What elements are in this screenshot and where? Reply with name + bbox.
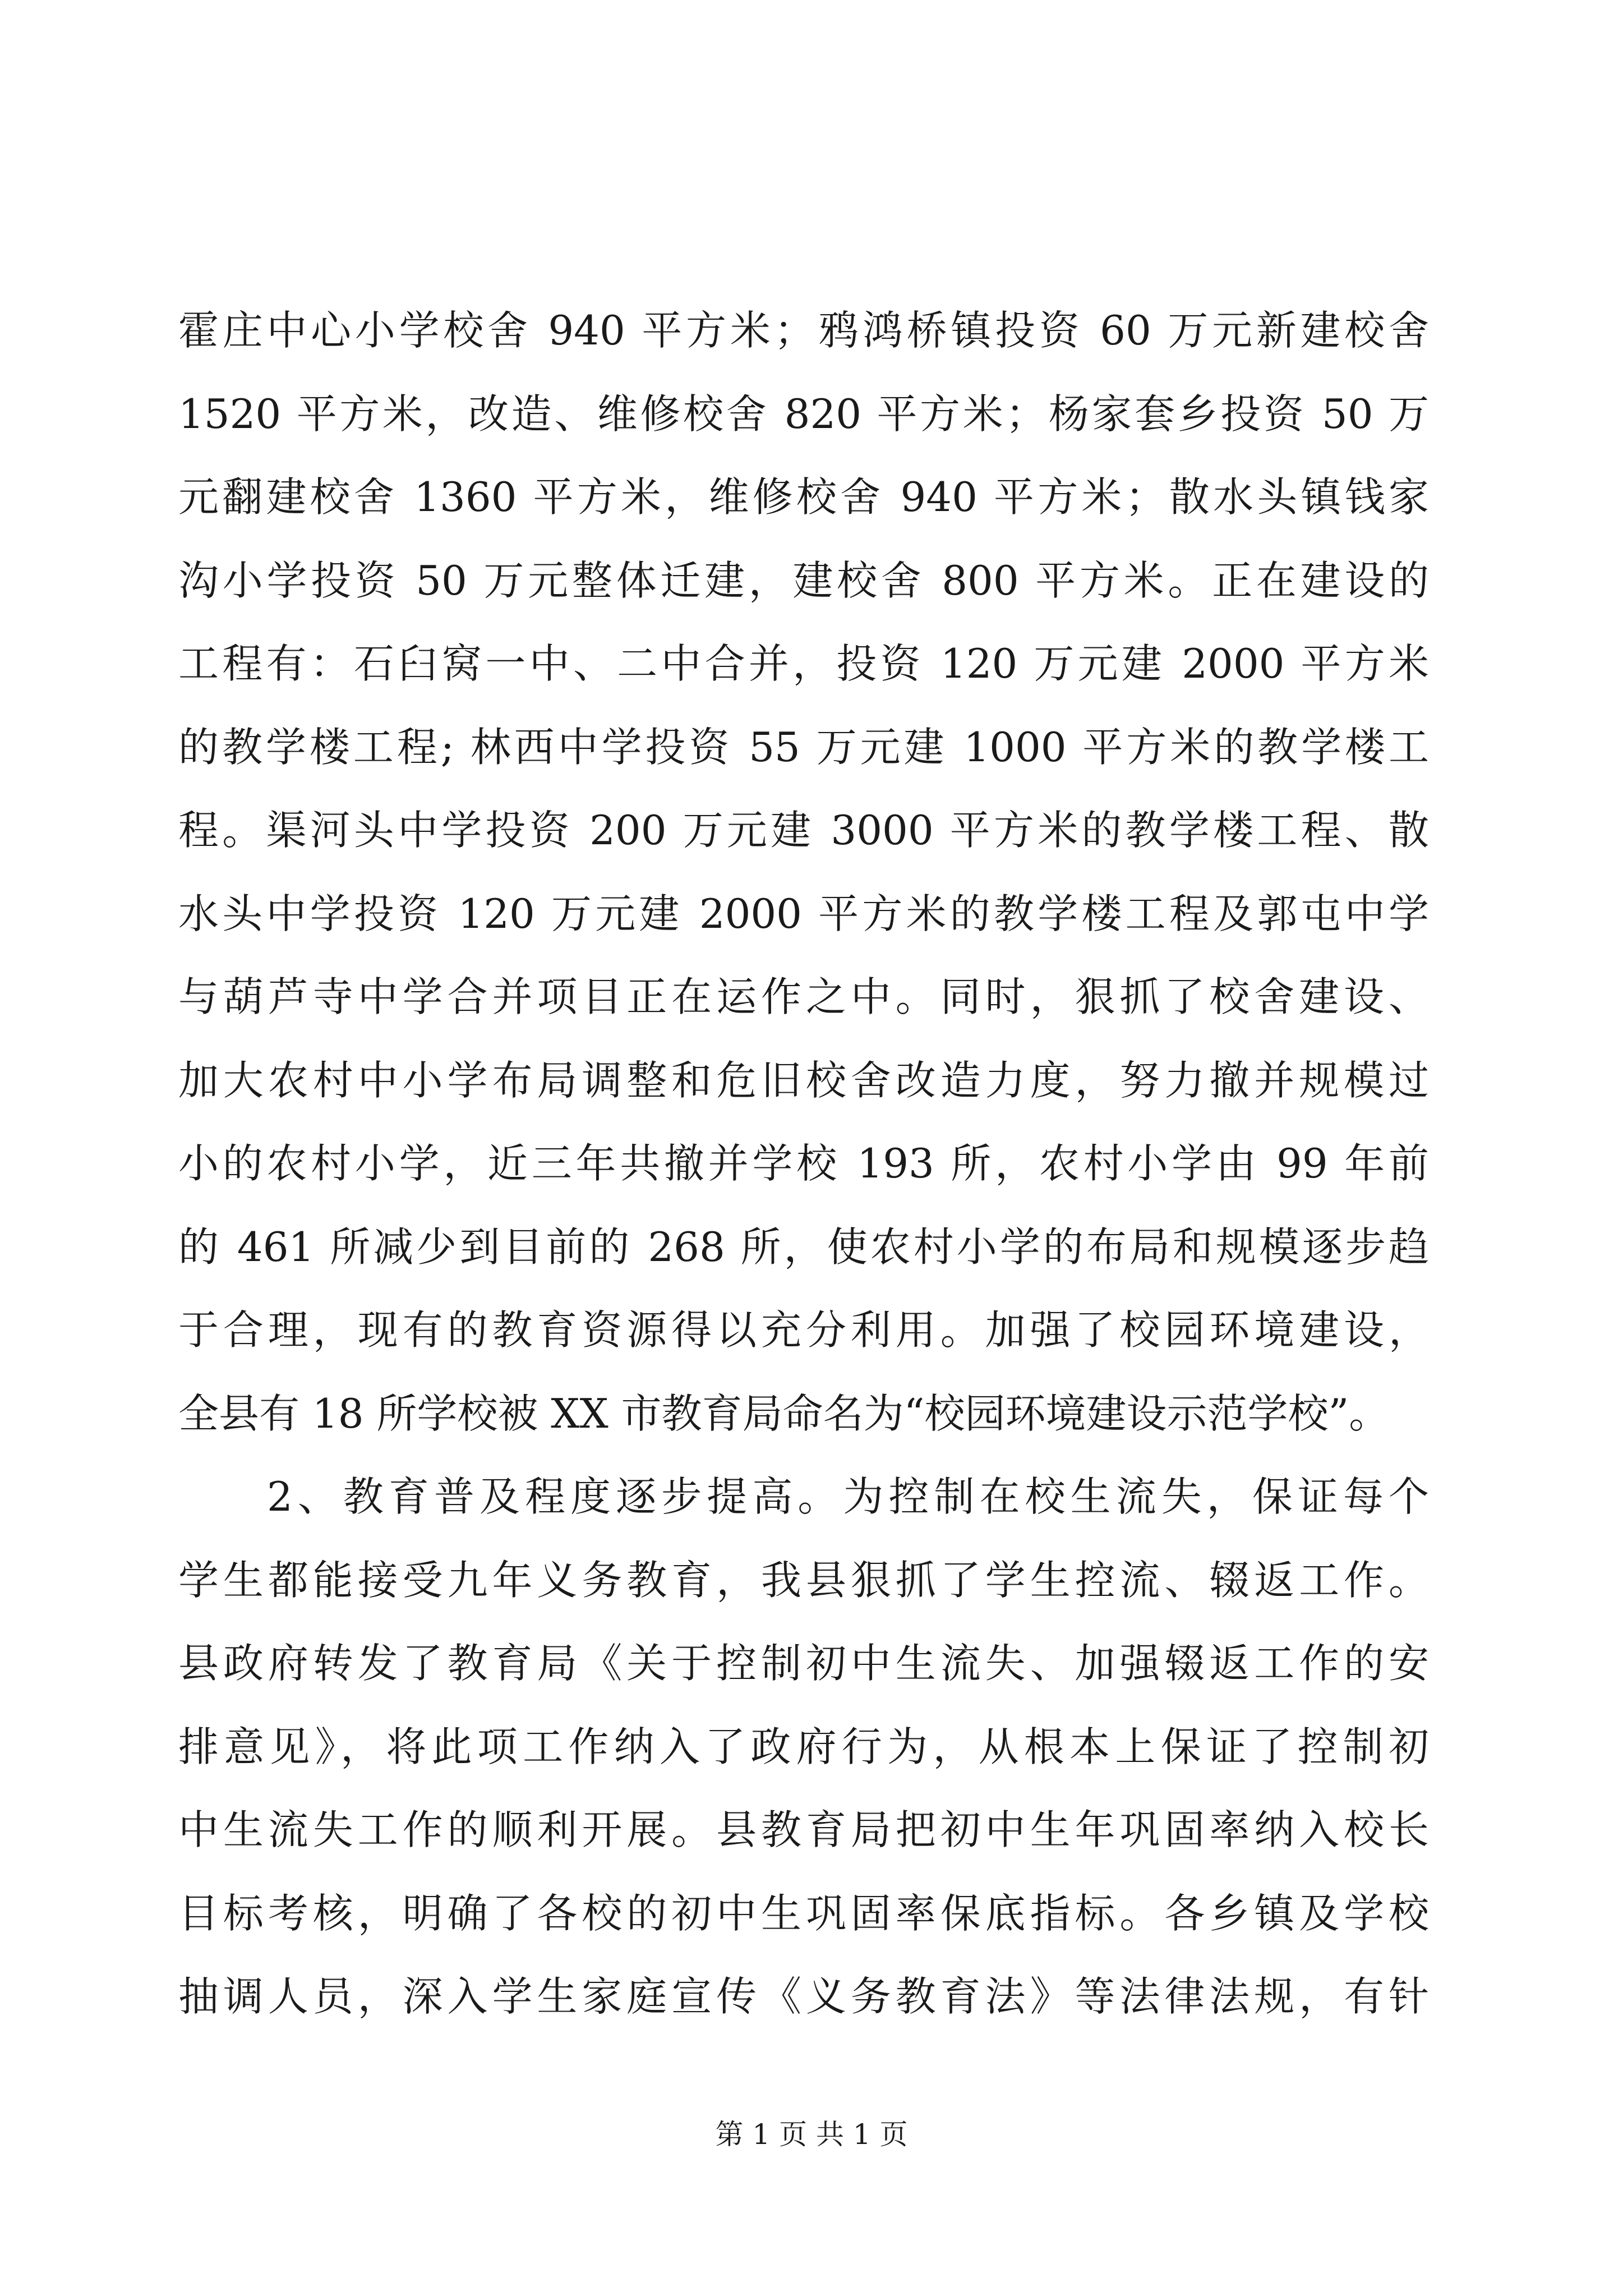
paragraph-1 bbox=[178, 289, 1429, 1455]
text-line: 工程有：石臼窝一中、二中合并，投资 120 万元建 2000 平方米 bbox=[178, 640, 1429, 687]
text-line: 1520 平方米，改造、维修校舍 820 平方米；杨家套乡投资 50 万 bbox=[178, 390, 1429, 438]
text-line: 程。渠河头中学投资 200 万元建 3000 平方米的教学楼工程、散 bbox=[178, 807, 1429, 854]
text-line: 排意见》，将此项工作纳入了政府行为，从根本上保证了控制初 bbox=[178, 1723, 1429, 1770]
text-line: 霍庄中心小学校舍 940 平方米；鸦鸿桥镇投资 60 万元新建校舍 bbox=[178, 307, 1429, 354]
text-line: 加大农村中小学布局调整和危旧校舍改造力度，努力撤并规模过 bbox=[178, 1056, 1429, 1104]
paragraph-2 bbox=[178, 1455, 1429, 2039]
text-line: 抽调人员，深入学生家庭宣传《义务教育法》等法律法规，有针 bbox=[178, 1973, 1429, 2020]
text-line: 全县有 18 所学校被 XX 市教育局命名为“校园环境建设示范学校”。 bbox=[178, 1389, 1390, 1437]
page-number-indicator: 第 1 页 共 1 页 bbox=[715, 2118, 908, 2151]
text-line: 目标考核，明确了各校的初中生巩固率保底指标。各乡镇及学校 bbox=[178, 1889, 1429, 1937]
document-body bbox=[178, 289, 1429, 2039]
text-line: 于合理，现有的教育资源得以充分利用。加强了校园环境建设， bbox=[178, 1306, 1429, 1354]
text-line: 与葫芦寺中学合并项目正在运作之中。同时，狠抓了校舍建设、 bbox=[178, 973, 1429, 1020]
text-line: 元翻建校舍 1360 平方米，维修校舍 940 平方米；散水头镇钱家 bbox=[178, 473, 1429, 521]
text-line: 沟小学投资 50 万元整体迁建，建校舍 800 平方米。正在建设的 bbox=[178, 556, 1429, 604]
text-line: 小的农村小学，近三年共撤并学校 193 所，农村小学由 99 年前 bbox=[178, 1140, 1429, 1187]
text-line: 中生流失工作的顺利开展。县教育局把初中生年巩固率纳入校长 bbox=[178, 1806, 1429, 1853]
text-line: 的 461 所减少到目前的 268 所，使农村小学的布局和规模逐步趋 bbox=[178, 1223, 1429, 1271]
text-line: 2、教育普及程度逐步提高。为控制在校生流失，保证每个 bbox=[267, 1473, 1429, 1520]
text-line: 县政府转发了教育局《关于控制初中生流失、加强辍返工作的安 bbox=[178, 1640, 1429, 1687]
text-line: 学生都能接受九年义务教育，我县狠抓了学生控流、辍返工作。 bbox=[178, 1556, 1429, 1604]
text-line: 的教学楼工程; 林西中学投资 55 万元建 1000 平方米的教学楼工 bbox=[178, 723, 1429, 771]
text-line: 水头中学投资 120 万元建 2000 平方米的教学楼工程及郭屯中学 bbox=[178, 890, 1429, 937]
page-footer bbox=[0, 2115, 1623, 2154]
